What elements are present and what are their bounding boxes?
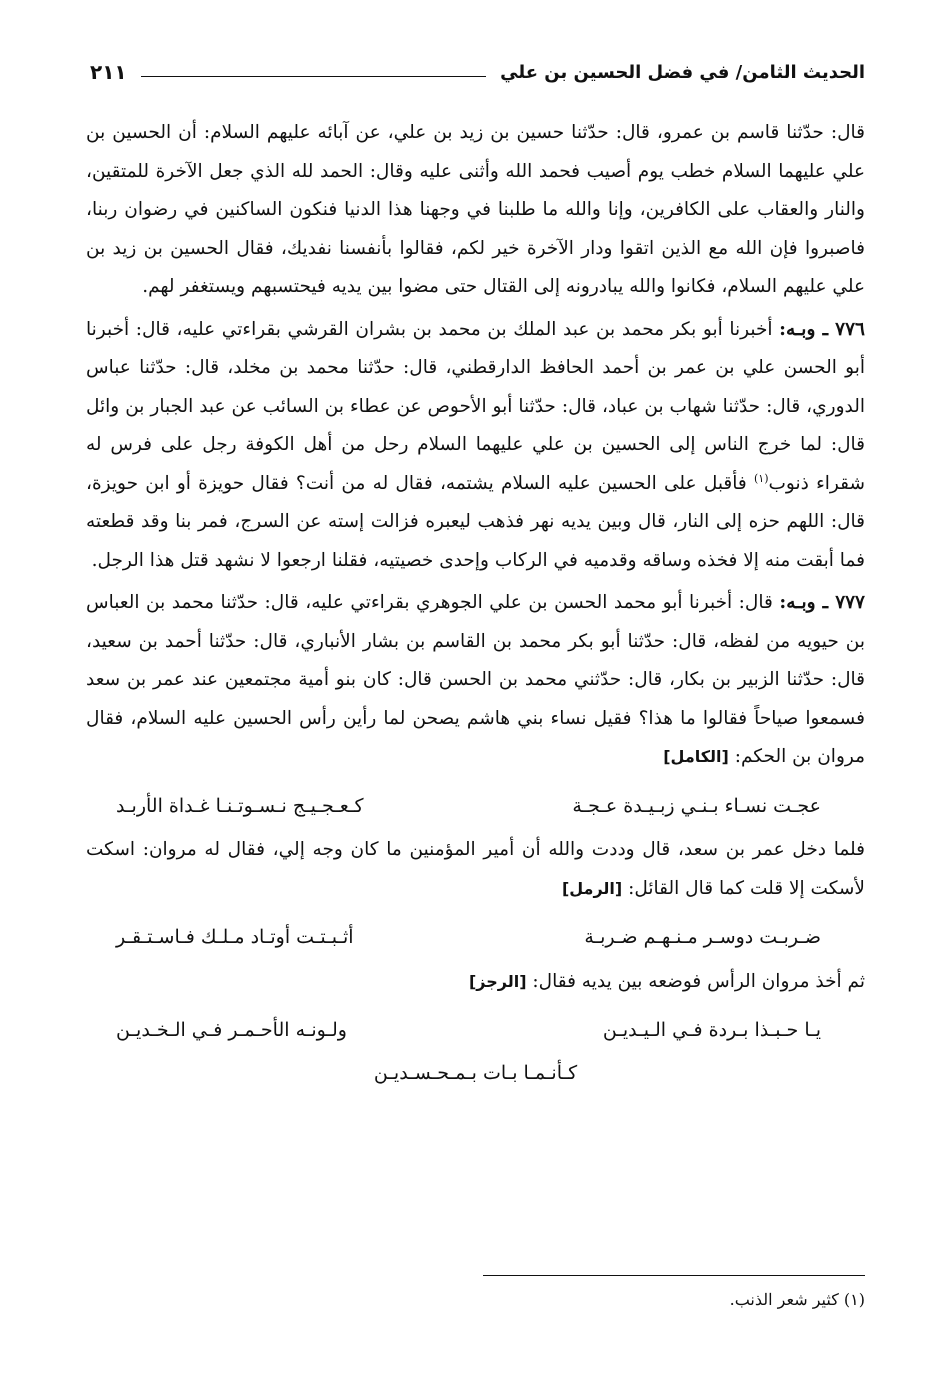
paragraph-after-verse-1-text: فلما دخل عمر بن سعد، قال وددت والله أن أمير المؤمنين ما كان وجه إلي، فقال له مروان: اسكت لأسكت إلا قلت كما قال القائل: [86, 839, 865, 899]
hadith-777-text: قال: أخبرنا أبو محمد الحسن بن علي الجوهري بقراءتي عليه، قال: حدّثنا محمد بن العباس بن حيويه من لفظه، قال: حدّثنا أبو بكر محمد بن القاسم بن بشار الأنباري، قال: حدّثنا أحمد بن سعيد، قال: حدّثنا الزبير بن بكار، قال: حدّثني محمد بن الحسن قال: كان بنو أمية مجتمعين عند عمر بن سعد فسمعوا صياحاً فقالوا ما هذا؟ فقيل نساء بني هاشم يصحن لما رأين رأس الحسين عليه السلام، فقال مروان بن الحكم: [86, 592, 865, 767]
verse-rajaz-closing-line [86, 1054, 865, 1093]
meter-label-kamil: [الكامل] [663, 747, 729, 766]
paragraph-after-verse-2 [86, 963, 865, 1002]
running-title: الحديث الثامن/ في فضل الحسين بن علي [500, 61, 865, 83]
footnote [730, 1290, 865, 1309]
main-text [86, 114, 865, 1092]
hadith-776 [86, 311, 865, 581]
verse-rajaz-first-hemistich: يـا حـبـذا بـردة فـي الـيـديـن [602, 1019, 821, 1041]
verse-kamil-second-hemistich: كـعـجـيـج نـسـوتـنـا غـداة الأربـد [116, 794, 364, 817]
verse-rajaz [86, 1011, 865, 1050]
verse-kamil-first-hemistich: عجـت نسـاء بـنـي زبـيـدة عـجـة [572, 794, 821, 817]
verse-ramal-first-hemistich: ضـربـت دوسـر مـنـهـم ضـربـة [584, 926, 821, 948]
footnote-text: (١) كثير شعر الذنب. [729, 1290, 865, 1309]
meter-label-rajaz: [الرجز] [468, 971, 527, 991]
page-header [90, 52, 865, 92]
hadith-777 [86, 584, 865, 777]
paragraph-intro-text: قال: حدّثنا قاسم بن عمرو، قال: حدّثنا حسين بن زيد بن علي، عن آبائه عليهم السلام: أن الحسين بن علي عليهما السلام خطب يوم أصيب فحمد الله وأثنى عليه وقال: الحمد لله الذي جعل الآخرة للمتقين، والنار والعقاب على الكافرين، وإنا والله ما طلبنا في وجهنا هذا الدنيا فنكون الساكنين في رضوان ربنا، فاصبروا فإن الله مع الذين اتقوا ودار الآخرة خير لكم، فقالوا بأنفسنا نفديك، فقال الحسين بن زيد بن علي عليهم السلام، فكانوا والله يبادرونه إلى القتال حتى مضوا بين يديه فيحتسبهم ويستغفر لهم. [86, 122, 865, 297]
footnote-divider [483, 1275, 865, 1276]
verse-ramal [86, 918, 865, 957]
verse-rajaz-second-hemistich: ولـونـه الأحـمـر فـي الـخـديـن [116, 1019, 347, 1041]
page-number: ٢١١ [90, 60, 127, 84]
footnote-marker[interactable]: (١) [753, 471, 769, 485]
paragraph-after-verse-1 [86, 831, 865, 908]
verse-rajaz-closing-text: كـأنـمـا بـات بـمـحـسـديـن [373, 1061, 578, 1084]
paragraph-intro [86, 114, 865, 307]
hadith-776-text-b: فأقبل على الحسين عليه السلام يشتمه، فقال له من أنت؟ فقال حويزة أو ابن حويزة، قال: اللهم حزه إلى النار، قال وبين يديه نهر فذهب ليعبره فزالت إسته عن السرج، فمر بنا وقد قطعته فما أبقت منه إلا فخذه وساقه وقدميه في الركاب وإحدى خصيتيه، فقلنا ارجعوا لا نشهد قتل هذا الرجل. [86, 472, 865, 571]
paragraph-after-verse-2-text: ثم أخذ مروان الرأس فوضعه بين يديه فقال: [526, 970, 865, 992]
verse-kamil [86, 787, 865, 826]
hadith-776-number: ٧٧٦ ـ وبـه: [779, 318, 865, 340]
verse-ramal-second-hemistich: أثـبـتـت أوتـاد مـلـك فـاسـتـقـر [116, 926, 354, 948]
hadith-776-text-a: أخبرنا أبو بكر محمد بن عبد الملك بن محمد بن بشران القرشي بقراءتي عليه، قال: أخبرنا أبو الحسن علي بن عمر بن أحمد الحافظ الدارقطني، قال: حدّثنا محمد بن مخلد، قال: حدّثنا عباس الدوري، قال: حدّثنا شهاب بن عباد، قال: حدّثنا أبو الأحوص عن عطاء بن السائب عن عبد الجبار بن وائل قال: لما خرج الناس إلى الحسين بن علي عليهما السلام رحل من أهل الكوفة رجل على فرس له شقراء ذنوب [86, 318, 865, 494]
meter-label-ramal: [الرمل] [561, 878, 623, 898]
header-rule [141, 76, 487, 77]
hadith-777-number: ٧٧٧ ـ وبـه: [779, 592, 865, 613]
